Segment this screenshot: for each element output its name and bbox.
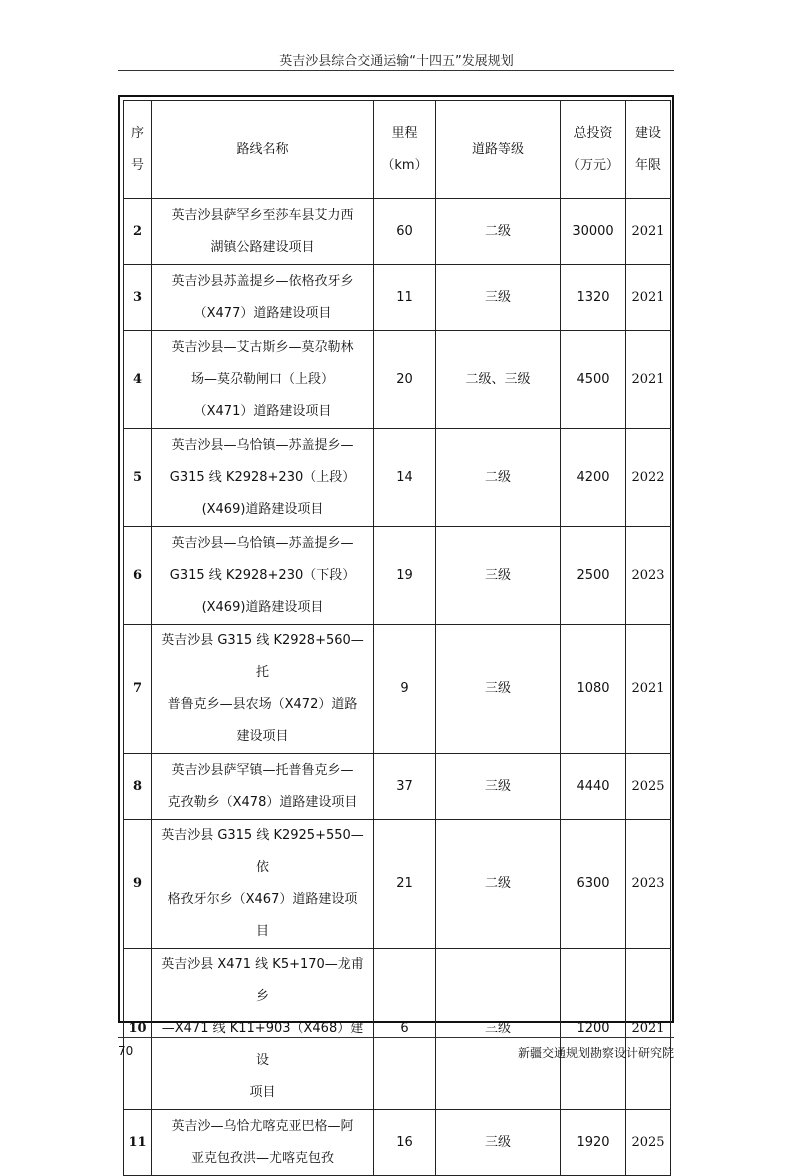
- road-project-table: [123, 100, 671, 1176]
- document-header-title: 英吉沙县综合交通运输“十四五”发展规划: [279, 54, 514, 69]
- table-row: [124, 199, 671, 265]
- organization-name: 新疆交通规划勘察设计研究院: [517, 1046, 674, 1060]
- cell-length: 6: [374, 949, 436, 1110]
- cell-no: 2: [124, 199, 152, 265]
- cell-total-investment: 6300: [561, 820, 626, 949]
- route-name-line: 建设项目: [236, 729, 289, 744]
- route-name-line: 英吉沙县萨罕镇—托普鲁克乡—: [171, 762, 354, 778]
- route-name-line: 湖镇公路建设项目: [210, 239, 315, 255]
- header-divider: [118, 70, 674, 71]
- table-row: [124, 1110, 671, 1176]
- cell-no: 7: [124, 625, 152, 754]
- cell-total-investment: 1320: [561, 265, 626, 331]
- cell-construction-year: 2025: [626, 1110, 671, 1176]
- cell-road-grade: 二级: [436, 820, 561, 949]
- table-row: [124, 331, 671, 429]
- cell-length: 37: [374, 754, 436, 820]
- cell-route-name: [152, 754, 374, 820]
- route-name-line: G315 线 K2928+230（上段）: [169, 469, 356, 485]
- header-road-grade: 道路等级: [436, 101, 561, 199]
- cell-no: 4: [124, 331, 152, 429]
- cell-route-name: [152, 1110, 374, 1176]
- cell-length: 21: [374, 820, 436, 949]
- cell-length: 9: [374, 625, 436, 754]
- cell-route-name: [152, 949, 374, 1110]
- header-length: 里程 （km）: [374, 101, 436, 199]
- cell-length: 60: [374, 199, 436, 265]
- table-row: [124, 429, 671, 527]
- route-name-line: 英吉沙县 X471 线 K5+170—龙甫乡: [161, 957, 364, 1004]
- table-header-row: [124, 101, 671, 199]
- cell-total-investment: 1080: [561, 625, 626, 754]
- cell-road-grade: 二级、三级: [436, 331, 561, 429]
- route-name-line: 项目: [249, 1085, 276, 1100]
- cell-total-investment: 30000: [561, 199, 626, 265]
- cell-length: 11: [374, 265, 436, 331]
- cell-road-grade: 三级: [436, 625, 561, 754]
- table-row: [124, 949, 671, 1110]
- cell-route-name: [152, 265, 374, 331]
- table-row: [124, 265, 671, 331]
- cell-construction-year: 2021: [626, 625, 671, 754]
- route-name-line: (X469)道路建设项目: [201, 599, 324, 615]
- cell-road-grade: 三级: [436, 527, 561, 625]
- header-no: 序号: [124, 101, 152, 199]
- cell-construction-year: 2021: [626, 949, 671, 1110]
- cell-length: 16: [374, 1110, 436, 1176]
- table-row: [124, 820, 671, 949]
- cell-length: 19: [374, 527, 436, 625]
- footer-divider: [118, 1037, 674, 1038]
- cell-total-investment: 2500: [561, 527, 626, 625]
- route-name-line: （X471）道路建设项目: [193, 403, 332, 419]
- route-name-line: 克孜勒乡（X478）道路建设项目: [167, 794, 358, 810]
- cell-road-grade: 三级: [436, 754, 561, 820]
- route-name-line: 英吉沙县 G315 线 K2928+560—托: [161, 633, 364, 680]
- cell-construction-year: 2023: [626, 527, 671, 625]
- cell-construction-year: 2025: [626, 754, 671, 820]
- cell-route-name: [152, 820, 374, 949]
- cell-road-grade: 二级: [436, 199, 561, 265]
- table-body: [124, 199, 671, 1176]
- route-name-line: 英吉沙—乌恰尤喀克亚巴格—阿: [171, 1118, 354, 1134]
- route-name-line: 亚克包孜洪—尤喀克包孜: [190, 1150, 334, 1166]
- cell-total-investment: 4440: [561, 754, 626, 820]
- route-name-line: G315 线 K2928+230（下段）: [169, 567, 356, 583]
- cell-construction-year: 2021: [626, 331, 671, 429]
- cell-route-name: [152, 429, 374, 527]
- page-number: 70: [118, 1044, 134, 1058]
- cell-no: 8: [124, 754, 152, 820]
- route-name-line: (X469)道路建设项目: [201, 501, 324, 517]
- route-name-line: 目: [255, 924, 269, 939]
- header-total-investment: 总投资 （万元）: [561, 101, 626, 199]
- cell-total-investment: 1200: [561, 949, 626, 1110]
- route-name-line: 英吉沙县萨罕乡至莎车县艾力西: [171, 207, 354, 223]
- cell-road-grade: 二级: [436, 429, 561, 527]
- cell-route-name: [152, 331, 374, 429]
- cell-road-grade: 三级: [436, 1110, 561, 1176]
- cell-route-name: [152, 527, 374, 625]
- cell-length: 14: [374, 429, 436, 527]
- cell-no: 5: [124, 429, 152, 527]
- route-name-line: 英吉沙县苏盖提乡—依格孜牙乡: [171, 273, 354, 289]
- cell-no: 11: [124, 1110, 152, 1176]
- cell-total-investment: 1920: [561, 1110, 626, 1176]
- route-name-line: 英吉沙县—艾古斯乡—莫尕勒林: [171, 339, 354, 355]
- route-name-line: 场—莫尕勒闸口（上段）: [190, 371, 334, 387]
- route-name-line: 格孜牙尔乡（X467）道路建设项: [167, 892, 358, 907]
- header-construction-year: 建设 年限: [626, 101, 671, 199]
- header-route-name: 路线名称: [152, 101, 374, 199]
- cell-no: 3: [124, 265, 152, 331]
- cell-construction-year: 2021: [626, 265, 671, 331]
- cell-no: 9: [124, 820, 152, 949]
- table-row: [124, 625, 671, 754]
- route-name-line: —X471 线 K11+903（X468）建设: [161, 1021, 364, 1068]
- cell-total-investment: 4500: [561, 331, 626, 429]
- cell-route-name: [152, 625, 374, 754]
- route-name-line: 普鲁克乡—县农场（X472）道路: [167, 697, 358, 712]
- cell-route-name: [152, 199, 374, 265]
- cell-construction-year: 2023: [626, 820, 671, 949]
- route-name-line: 英吉沙县—乌恰镇—苏盖提乡—: [171, 437, 354, 453]
- cell-no: 10: [124, 949, 152, 1110]
- cell-length: 20: [374, 331, 436, 429]
- table-row: [124, 527, 671, 625]
- route-name-line: 英吉沙县—乌恰镇—苏盖提乡—: [171, 535, 354, 551]
- route-name-line: （X477）道路建设项目: [193, 305, 332, 321]
- cell-road-grade: 三级: [436, 265, 561, 331]
- table-row: [124, 754, 671, 820]
- cell-no: 6: [124, 527, 152, 625]
- cell-construction-year: 2021: [626, 199, 671, 265]
- cell-total-investment: 4200: [561, 429, 626, 527]
- cell-road-grade: 三级: [436, 949, 561, 1110]
- route-name-line: 英吉沙县 G315 线 K2925+550—依: [161, 828, 364, 875]
- cell-construction-year: 2022: [626, 429, 671, 527]
